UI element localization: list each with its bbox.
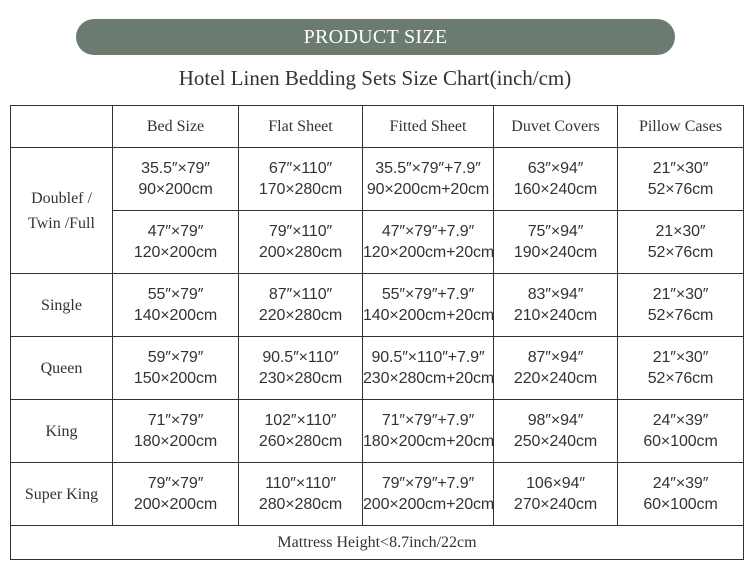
size-chart-title: Hotel Linen Bedding Sets Size Chart(inch/cm) [178,66,572,90]
fitted-sheet-cell [363,400,494,463]
header-cell-corner [11,106,113,148]
fitted-sheet-inch-value: 90.5″×110″+7.9″ [371,349,485,366]
table-row [11,274,744,337]
header-row [11,106,744,148]
duvet-covers-inch-value: 75″×94″ [527,223,584,240]
footer-row [11,526,744,560]
fitted-sheet-cm-value: 230×280cm+20cm [363,370,495,387]
bed-size-cell [113,211,239,274]
bed-type-label [11,400,113,463]
pillow-cases-cm-value: 52×76cm [647,370,714,387]
bed-type-label-line: Doublef / [31,189,92,207]
header-cell-fitted-sheet: Fitted Sheet [363,106,494,148]
duvet-covers-cm-value: 160×240cm [513,181,598,198]
flat-sheet-cell [239,400,363,463]
flat-sheet-cell [239,463,363,526]
mattress-height-note: Mattress Height<8.7inch/22cm [11,526,744,560]
product-size-banner [76,19,675,55]
pillow-cases-inch-value: 21″×30″ [652,160,709,177]
duvet-covers-cell [494,274,618,337]
duvet-covers-cm-value: 210×240cm [513,307,598,324]
bed-size-inch-value: 71″×79″ [147,412,204,429]
duvet-covers-inch-value: 83″×94″ [527,286,584,303]
bed-size-cm-value: 200×200cm [133,496,218,513]
fitted-sheet-inch-value: 55″×79″+7.9″ [381,286,475,303]
flat-sheet-cm-value: 280×280cm [258,496,343,513]
duvet-covers-cell [494,400,618,463]
fitted-sheet-inch-value: 35.5″×79″+7.9″ [375,160,481,177]
bed-size-cell [113,463,239,526]
bed-size-cm-value: 180×200cm [133,433,218,450]
flat-sheet-cm-value: 230×280cm [258,370,343,387]
fitted-sheet-cell [363,274,494,337]
pillow-cases-cell [618,400,744,463]
bed-type-label-line: Single [41,296,82,314]
bed-size-cell [113,400,239,463]
fitted-sheet-cell [363,211,494,274]
header-cell-duvet-covers: Duvet Covers [494,106,618,148]
duvet-covers-inch-value: 98″×94″ [527,412,584,429]
pillow-cases-cm-value: 52×76cm [647,244,714,261]
flat-sheet-inch-value: 79″×110″ [268,223,333,240]
bed-size-inch-value: 59″×79″ [147,349,204,366]
pillow-cases-cm-value: 52×76cm [647,307,714,324]
flat-sheet-cell [239,211,363,274]
duvet-covers-cell [494,463,618,526]
pillow-cases-cm-value: 60×100cm [643,496,718,513]
bed-type-label-line: Super King [24,485,99,503]
bed-type-label [11,274,113,337]
header-cell-flat-sheet: Flat Sheet [239,106,363,148]
duvet-covers-cm-value: 190×240cm [513,244,598,261]
pillow-cases-cell [618,148,744,211]
header-cell-bed-size: Bed Size [113,106,239,148]
duvet-covers-inch-value: 106×94″ [526,475,585,492]
pillow-cases-inch-value: 21″×30″ [652,286,709,303]
pillow-cases-inch-value: 21″×30″ [652,349,709,366]
header-cell-pillow-cases: Pillow Cases [618,106,744,148]
pillow-cases-cell [618,337,744,400]
flat-sheet-cell [239,337,363,400]
banner-label: PRODUCT SIZE [303,25,448,48]
fitted-sheet-inch-value: 79″×79″+7.9″ [381,475,475,492]
flat-sheet-cm-value: 260×280cm [258,433,343,450]
fitted-sheet-cell [363,148,494,211]
flat-sheet-cm-value: 200×280cm [258,244,343,261]
bed-type-label-line: King [45,422,78,440]
table-row [11,400,744,463]
duvet-covers-cell [494,148,618,211]
bed-size-cm-value: 90×200cm [138,181,213,198]
bed-size-inch-value: 35.5″×79″ [141,160,210,177]
fitted-sheet-cm-value: 90×200cm+20cm [366,181,490,198]
duvet-covers-cm-value: 220×240cm [513,370,598,387]
table-row [11,148,744,211]
flat-sheet-inch-value: 67″×110″ [268,160,333,177]
flat-sheet-cell [239,274,363,337]
pillow-cases-cm-value: 60×100cm [643,433,718,450]
duvet-covers-inch-value: 63″×94″ [527,160,584,177]
bed-size-cell [113,148,239,211]
bed-type-label [11,337,113,400]
bed-type-label-line: Queen [40,359,83,377]
duvet-covers-cell [494,211,618,274]
flat-sheet-cm-value: 170×280cm [258,181,343,198]
pillow-cases-cm-value: 52×76cm [647,181,714,198]
table-row [11,337,744,400]
bed-size-inch-value: 47″×79″ [147,223,204,240]
size-chart-table [10,105,744,560]
table-row [11,463,744,526]
bed-size-cell [113,337,239,400]
fitted-sheet-cell [363,337,494,400]
bed-type-label-line: Twin /Full [28,214,95,232]
duvet-covers-cm-value: 270×240cm [513,496,598,513]
table-row [11,211,744,274]
flat-sheet-cm-value: 220×280cm [258,307,343,324]
duvet-covers-inch-value: 87″×94″ [527,349,584,366]
flat-sheet-inch-value: 102″×110″ [264,412,337,429]
fitted-sheet-cm-value: 200×200cm+20cm [363,496,495,513]
duvet-covers-cm-value: 250×240cm [513,433,598,450]
fitted-sheet-cell [363,463,494,526]
flat-sheet-inch-value: 90.5″×110″ [262,349,339,366]
bed-type-label [11,148,113,274]
flat-sheet-inch-value: 110″×110″ [265,475,336,492]
bed-size-cm-value: 140×200cm [133,307,218,324]
duvet-covers-cell [494,337,618,400]
bed-size-cm-value: 150×200cm [133,370,218,387]
bed-size-inch-value: 79″×79″ [147,475,204,492]
flat-sheet-inch-value: 87″×110″ [268,286,333,303]
bed-size-cell [113,274,239,337]
fitted-sheet-cm-value: 180×200cm+20cm [363,433,495,450]
fitted-sheet-cm-value: 140×200cm+20cm [363,307,495,324]
bed-type-label [11,463,113,526]
flat-sheet-cell [239,148,363,211]
fitted-sheet-inch-value: 71″×79″+7.9″ [381,412,475,429]
pillow-cases-inch-value: 24″×39″ [652,412,709,429]
bed-size-inch-value: 55″×79″ [147,286,204,303]
fitted-sheet-cm-value: 120×200cm+20cm [363,244,495,261]
pillow-cases-inch-value: 24″×39″ [652,475,709,492]
pillow-cases-inch-value: 21×30″ [655,223,706,240]
pillow-cases-cell [618,274,744,337]
pillow-cases-cell [618,211,744,274]
bed-size-cm-value: 120×200cm [133,244,218,261]
pillow-cases-cell [618,463,744,526]
fitted-sheet-inch-value: 47″×79″+7.9″ [381,223,475,240]
